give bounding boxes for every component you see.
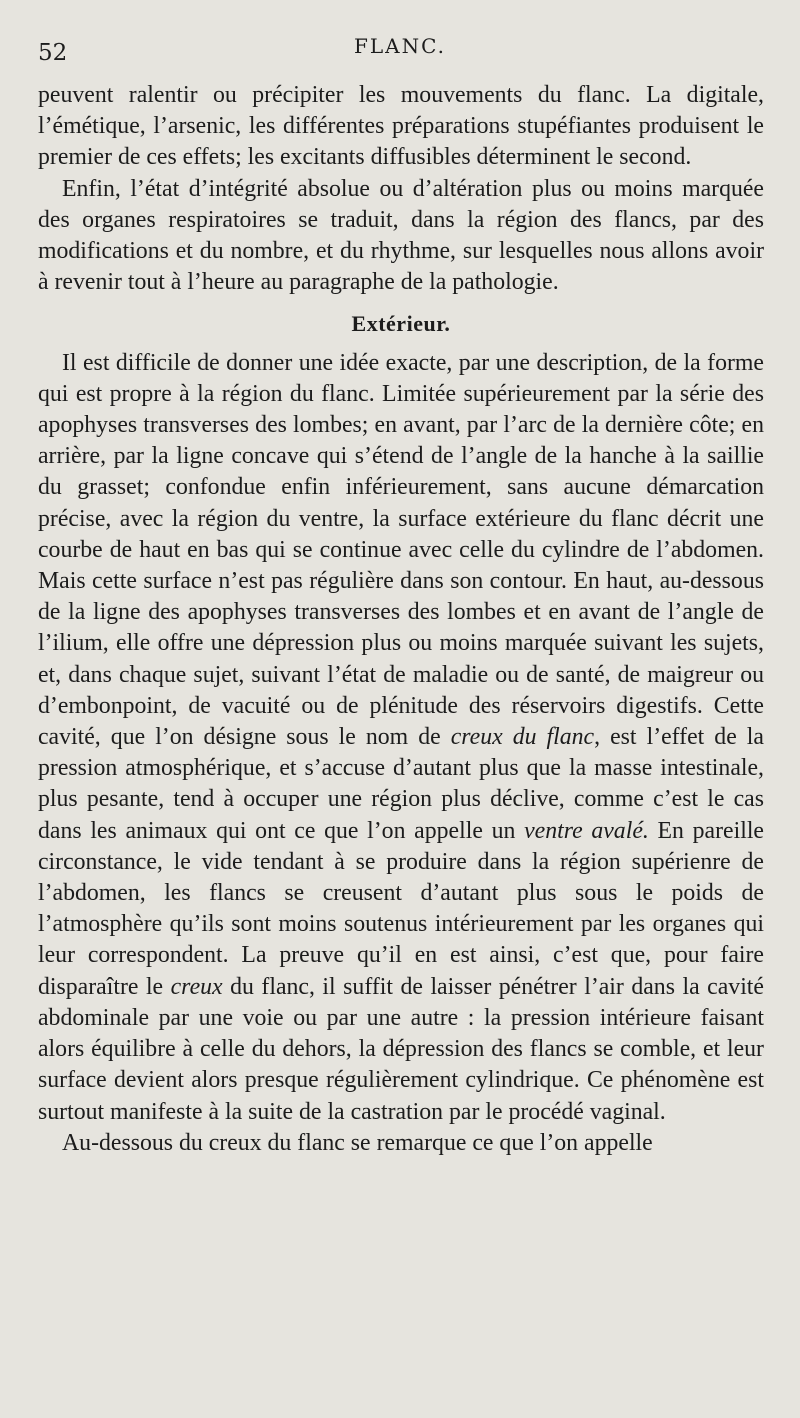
text-run: En pareille circonstance, le vide tendant à se produire dans la région supérienre de l’abdomen, les flancs se creusent d’autant plus sous le poids de l’atmosphère qu’ils sont moins soutenus intérieurement par les organes qui leur correspondent. La preuve qu’il en est ainsi, c’est que, pour faire disparaître le: [38, 817, 764, 1000]
italic-term: ventre avalé.: [524, 817, 649, 844]
italic-term: creux du flanc: [450, 724, 595, 751]
page-number: 52: [38, 40, 68, 66]
section-heading: Extérieur.: [351, 311, 451, 337]
running-title: FLANC.: [353, 34, 447, 58]
text-run: Il est difficile de donner une idée exacte, par une description, de la forme qui est propre à la région du flanc. Limitée supérieurement par la série des apophyses transverses des lombes; en avant, par l’arc de la dernière côte; en arrière, par la ligne concave qui s’étend de l’angle de la hanche à la saillie du grasset; confondue enfin inférieurement, sans aucune démarcation précise, avec la région du ventre, la surface extérieure du flanc décrit une courbe de haut en bas qui se continue avec celle du cylindre de l’abdomen. Mais cette surface n’est pas régulière dans son contour. En haut, au-dessous de la ligne des apophyses transverses des lombes et en avant de l’angle de l’ilium, elle offre une dépression plus ou moins marquée suivant les sujets, et, dans chaque sujet, suivant l’état de maladie ou de santé, de maigreur ou d’embonpoint, de vacuité ou de plénitude des réservoirs digestifs. Cette cavité, que l’on désigne sous le nom de: [38, 349, 764, 751]
body-text: [38, 80, 764, 1159]
italic-term: creux: [170, 973, 223, 1000]
paragraph-exterieur: [38, 348, 764, 1128]
paragraph-enfin: Enfin, l’état d’intégrité absolue ou d’altération plus ou moins marquée des organes respiratoires se traduit, dans la région des flancs, par des modifications et du nombre, et du rhythme, sur lesquelles nous allons avoir à revenir tout à l’heure au paragraphe de la pathologie.: [38, 175, 764, 296]
paragraph-continued: peuvent ralentir ou précipiter les mouvements du flanc. La digitale, l’émétique, l’arsenic, les différentes préparations stupéfiantes produisent le premier de ces effets; les excitants diffusibles déterminent le second.: [38, 82, 764, 171]
text-run: du flanc, il suffit de laisser pénétrer l’air dans la cavité abdominale par une voie ou par une autre : la pression intérieure faisant alors équilibre à celle du dehors, la dépression des flancs se comble, et leur surface devient alors presque régulièrement cylindrique. Ce phénomène est surtout manifeste à la suite de la castration par le procédé vaginal.: [38, 973, 764, 1125]
text-run: , est l’effet de la pression atmosphérique, et s’accuse d’autant plus que la masse intestinale, plus pesante, tend à occuper une région plus déclive, comme c’est le cas dans les animaux qui ont ce que l’on appelle un: [38, 724, 764, 844]
paragraph-last: Au-dessous du creux du flanc se remarque ce que l’on appelle: [62, 1129, 653, 1156]
